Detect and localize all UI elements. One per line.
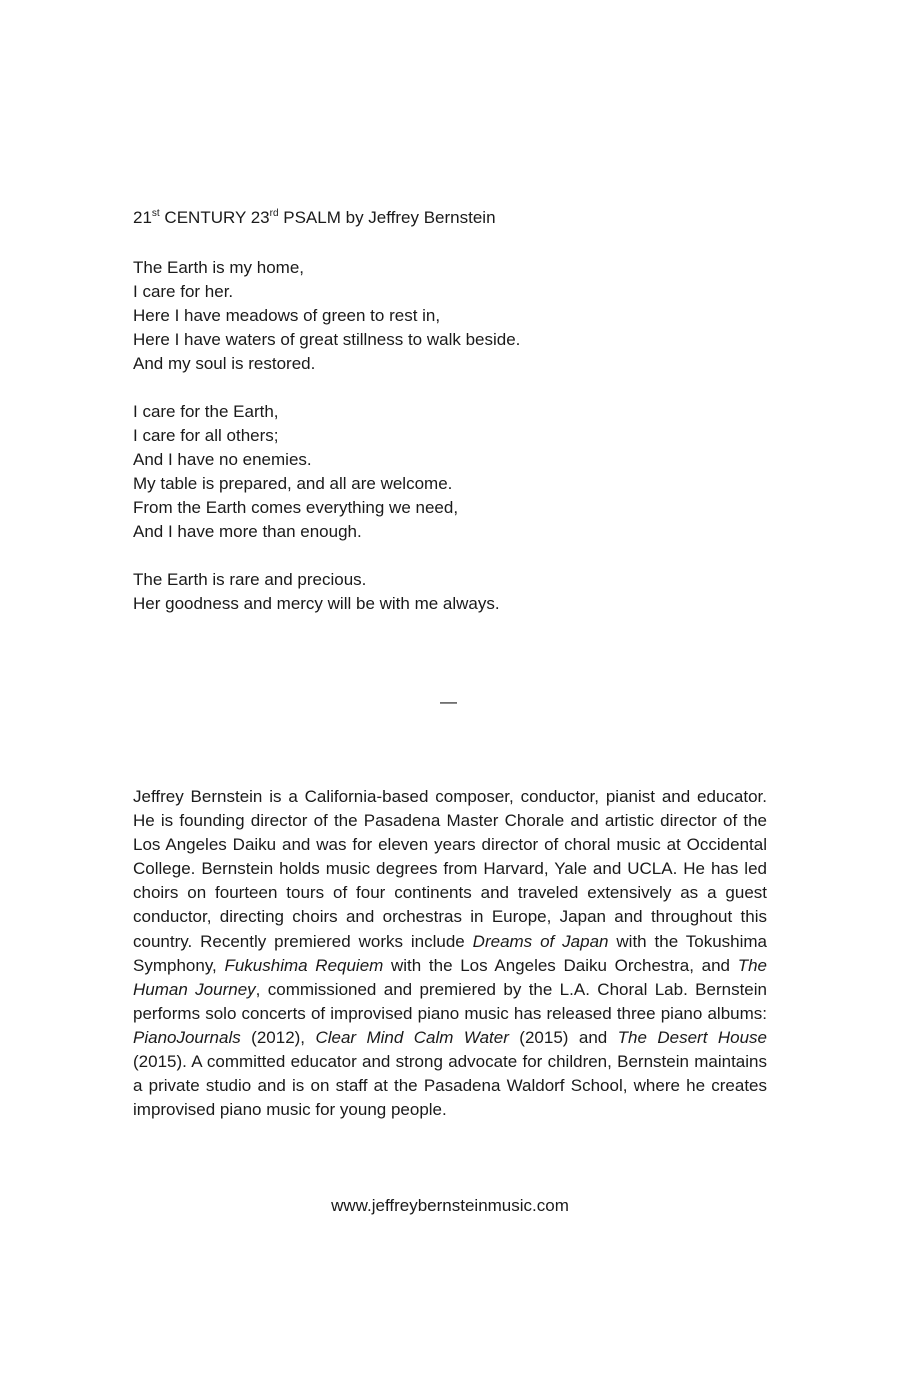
poem-line: My table is prepared, and all are welcome.	[133, 474, 453, 493]
stanza-1	[133, 256, 520, 376]
bio-text: Jeffrey Bernstein is a California-based composer, conductor, pianist and educator. He is founding director of the Pasadena Master Chorale and artistic director of the Los Angeles Daiku and was for eleven years director of choral music at Occidental College. Bernstein holds music degrees from Harvard, Yale and UCLA. He has led choirs on fourteen tours of four continents and traveled extensively as a guest conductor, directing choirs and orchestras in Europe, Japan and throughout this country. Recently premiered works include	[133, 787, 767, 951]
bio-text: (2015). A committed educator and strong advocate for children, Bernstein maintains a private studio and is on staff at the Pasadena Waldorf School, where he creates improvised piano music for young people.	[133, 1052, 767, 1120]
stanza-2	[133, 400, 520, 544]
work-title: Fukushima Requiem	[224, 955, 384, 975]
poem-line: The Earth is rare and precious.	[133, 570, 367, 589]
poem-line: The Earth is my home,	[133, 258, 305, 277]
title-rest: PSALM by Jeffrey Bernstein	[278, 208, 496, 227]
poem-line: I care for all others;	[133, 426, 279, 445]
work-title: The Human Journey	[133, 955, 767, 999]
poem-line: And I have no enemies.	[133, 450, 312, 469]
poem-line: From the Earth comes everything we need,	[133, 498, 459, 517]
bio-text: , commissioned and premiered by the L.A. Choral Lab. Bernstein performs solo concerts of improvised piano music has released three piano albums:	[133, 979, 767, 1023]
title-superscript-st: st	[151, 208, 160, 219]
title-century-23: CENTURY 23	[159, 208, 270, 227]
work-title: Dreams of Japan	[472, 931, 609, 951]
poem-line: And I have more than enough.	[133, 522, 362, 541]
poem-line: Here I have waters of great stillness to walk beside.	[133, 330, 521, 349]
poem-title	[133, 206, 496, 230]
stanza-3	[133, 568, 520, 616]
website-url: www.jeffreybernsteinmusic.com	[331, 1196, 569, 1215]
poem-line: And my soul is restored.	[133, 354, 316, 373]
title-number-21: 21	[133, 208, 152, 227]
poem-line: I care for her.	[133, 282, 234, 301]
poem-line: Her goodness and mercy will be with me always.	[133, 594, 500, 613]
title-superscript-rd: rd	[269, 208, 279, 219]
poem-body	[133, 256, 520, 640]
bio-text: with the Tokushima Symphony,	[133, 931, 768, 975]
album-title: Clear Mind Calm Water	[315, 1027, 509, 1047]
bio-text: (2015) and	[508, 1027, 618, 1047]
poem-line: Here I have meadows of green to rest in,	[133, 306, 441, 325]
bio-text: with the Los Angeles Daiku Orchestra, and	[383, 955, 738, 975]
section-divider: —	[440, 692, 457, 711]
album-title: The Desert House	[617, 1027, 767, 1047]
biography-paragraph	[133, 785, 767, 1122]
poem-line: I care for the Earth,	[133, 402, 279, 421]
album-title: PianoJournals	[133, 1027, 241, 1047]
bio-text: (2012),	[240, 1027, 316, 1047]
